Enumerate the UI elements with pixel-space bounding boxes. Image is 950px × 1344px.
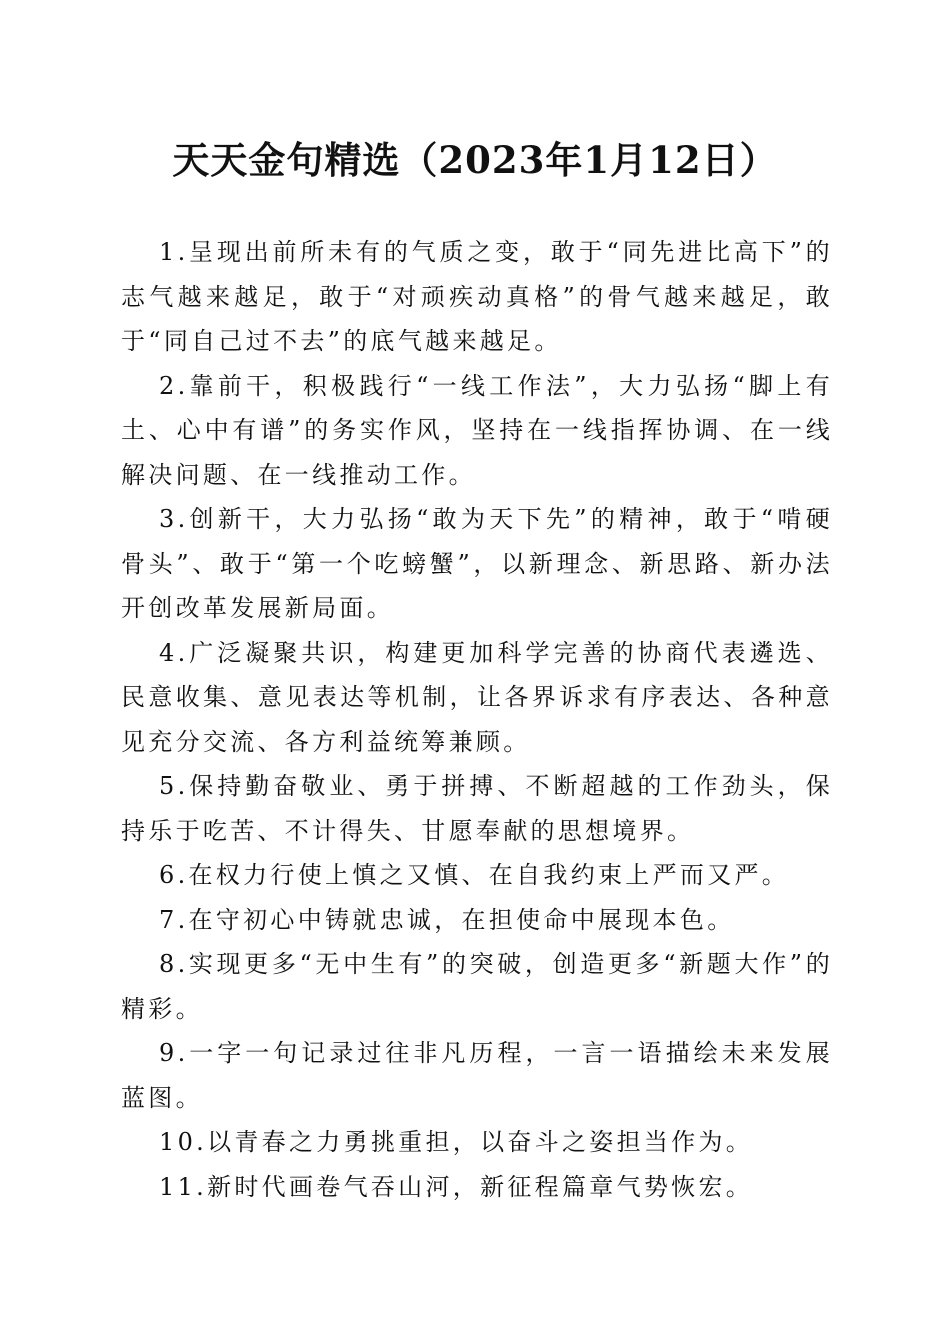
document-title: 天天金句精选（2023年1月12日） <box>172 138 778 182</box>
quote-paragraph-3: 3.创新干，大力弘扬“敢为天下先”的精神，敢于“啃硬骨头”、敢于“第一个吃螃蟹”，以新理念、新思路、新办法开创改革发展新局面。 <box>121 505 833 622</box>
quote-paragraph-1: 1.呈现出前所未有的气质之变，敢于“同先进比高下”的志气越来越足，敢于“对顽疾动真格”的骨气越来越足，敢于“同自己过不去”的底气越来越足。 <box>121 238 833 355</box>
quote-paragraph-5: 5.保持勤奋敬业、勇于拼搏、不断超越的工作劲头，保持乐于吃苦、不计得失、甘愿奉献的思想境界。 <box>121 772 833 845</box>
quote-paragraph-9: 9.一字一句记录过往非凡历程，一言一语描绘未来发展蓝图。 <box>121 1039 833 1112</box>
quote-paragraph-4: 4.广泛凝聚共识，构建更加科学完善的协商代表遴选、民意收集、意见表达等机制，让各界诉求有序表达、各种意见充分交流、各方利益统筹兼顾。 <box>121 638 833 756</box>
quote-paragraph-2: 2.靠前干，积极践行“一线工作法”，大力弘扬“脚上有土、心中有谱”的务实作风，坚持在一线指挥协调、在一线解决问题、在一线推动工作。 <box>121 371 833 489</box>
document-body <box>121 230 833 1209</box>
quote-paragraph-7: 7.在守初心中铸就忠诚，在担使命中展现本色。 <box>159 905 735 934</box>
quote-paragraph-10: 10.以青春之力勇挑重担，以奋斗之姿担当作为。 <box>159 1128 754 1156</box>
quote-paragraph-6: 6.在权力行使上慎之又慎、在自我约束上严而又严。 <box>159 861 790 889</box>
quote-paragraph-8: 8.实现更多“无中生有”的突破，创造更多“新题大作”的精彩。 <box>121 950 833 1023</box>
quote-paragraph-11: 11.新时代画卷气吞山河，新征程篇章气势恢宏。 <box>159 1172 754 1201</box>
